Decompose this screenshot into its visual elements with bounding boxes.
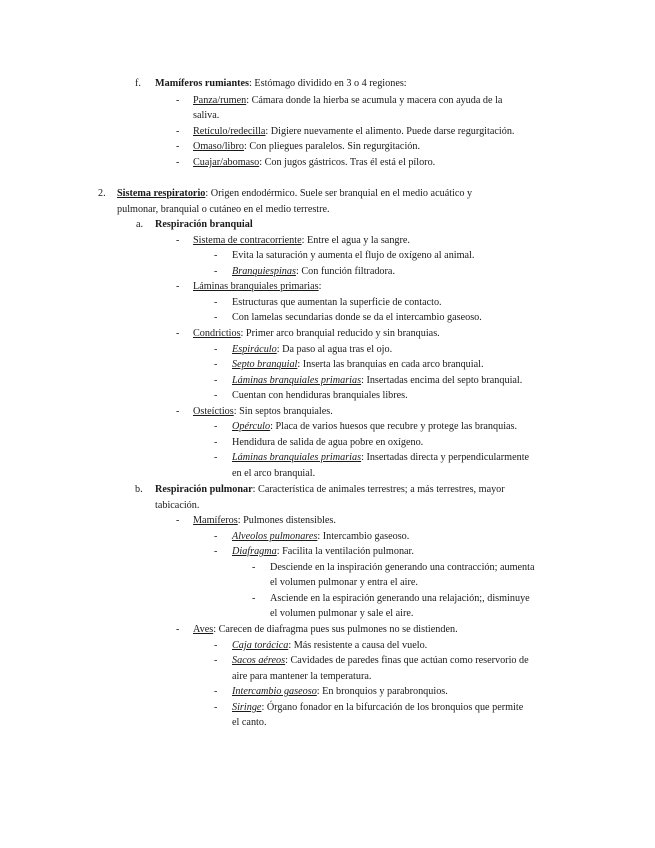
heading-term: Sistema respiratorio (117, 188, 206, 199)
list-marker: a. (136, 219, 144, 230)
heading-term: Mamíferos rumiantes (155, 78, 250, 89)
list-marker: 2. (98, 188, 106, 199)
term: Retículo/redecilla (193, 126, 266, 137)
term: Cuajar/abomaso (193, 157, 260, 168)
term: Omaso/libro (193, 141, 244, 152)
list-marker: b. (135, 484, 143, 495)
list-marker: f. (135, 78, 141, 89)
heading-desc: : Estómago dividido en 3 o 4 regiones: (249, 78, 407, 89)
term: Panza/rumen (193, 95, 247, 106)
